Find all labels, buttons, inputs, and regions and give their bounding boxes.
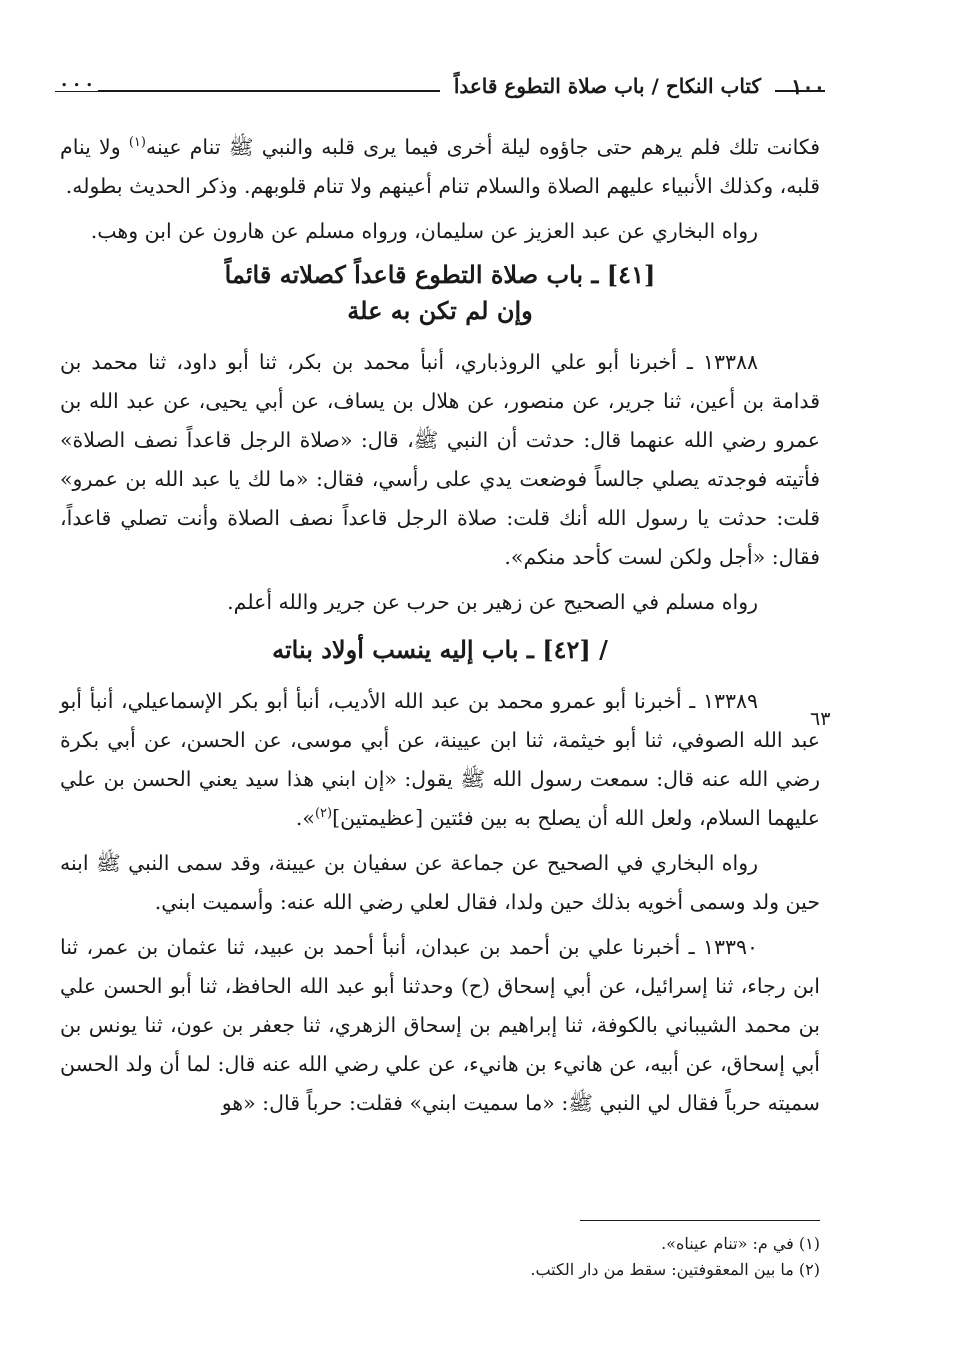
- running-header: [55, 70, 825, 110]
- paragraph-text: ١٣٣٨٩ ـ أخبرنا أبو عمرو محمد بن عبد الله الأديب، أنبأ أبو بكر الإسماعيلي، أنبأ أبو عبد الله الصوفي، ثنا أبو خيثمة، ثنا ابن عيينة، عن أبي موسى، عن الحسن، عن أبي بكرة رضي الله عنه قال: سمعت رسول الله ﷺ يقول: «إن ابني هذا سيد يعني الحسن بن علي عليهما السلام، ولعل الله أن يصلح به بين فئتين [عظيمتين]: [60, 689, 820, 830]
- footnote: (٢) ما بين المعقوفتين: سقط من دار الكتب.: [530, 1260, 820, 1279]
- running-title-ellipsis: . . .: [55, 70, 98, 91]
- chapter-heading-line: وإن لم تكن به علة: [347, 296, 533, 325]
- footnote-marker: (١): [128, 135, 146, 151]
- hadith-paragraph: ١٣٣٨٨ ـ أخبرنا أبو علي الروذباري، أنبأ محمد بن بكر، ثنا أبو داود، ثنا محمد بن قدامة بن أعين، ثنا جرير، عن منصور، عن هلال بن يساف، عن أبي يحيى، عن عبد الله بن عمرو رضي الله عنهما قال: حدثت أن النبي ﷺ، قال: «صلاة الرجل قاعداً نصف الصلاة» فأتيته فوجدته يصلي جالساً فوضعت يدي على رأسي، فقال: «ما لك يا عبد الله بن عمرو» قلت: حدثت يا رسول الله أنك قلت: صلاة الرجل قاعداً نصف الصلاة وأنت تصلي قاعداً، فقال: «أجل ولكن لست كأحد منكم».: [60, 350, 820, 569]
- page-number: ١٠٠: [791, 74, 825, 99]
- paragraph-text: فكانت تلك فلم يرهم حتى جاؤوه ليلة أخرى فيما يرى قلبه والنبي ﷺ تنام عينه: [145, 135, 820, 159]
- paragraph: رواه البخاري في الصحيح عن جماعة عن سفيان بن عيينة، وقد سمى النبي ﷺ ابنه حين ولد وسمى أخويه بذلك حين ولدا، فقال لعلي رضي الله عنه: وأسميت ابني.: [60, 851, 820, 914]
- footnotes: [60, 1220, 820, 1283]
- running-title: كتاب النكاح / باب صلاة التطوع قاعداً: [440, 74, 775, 98]
- chapter-heading-line: / [٤٢] ـ باب إليه ينسب أولاد بناته: [272, 635, 608, 664]
- paragraph-text: ».: [295, 806, 315, 830]
- hadith-paragraph: [60, 682, 820, 838]
- chapter-heading: [60, 257, 820, 329]
- footnote-marker: (٢): [314, 806, 333, 822]
- paragraph: رواه مسلم في الصحيح عن زهير بن حرب عن جرير والله أعلم.: [227, 590, 758, 614]
- footnote-rule: [580, 1220, 820, 1221]
- margin-page-reference: ٦٣: [810, 708, 831, 730]
- paragraph-text: ولا ينام قلبه، وكذلك الأنبياء عليهم الصلاة والسلام تنام أعينهم ولا تنام قلوبهم. وذكر الحديث بطوله.: [60, 135, 820, 198]
- main-text: [60, 128, 820, 1129]
- footnote: (١) في م: «تنام عيناه».: [661, 1234, 820, 1253]
- hadith-paragraph: ١٣٣٩٠ ـ أخبرنا علي بن أحمد بن عبدان، أنبأ أحمد بن عبيد، ثنا عثمان بن عمر، ثنا ابن رجاء، ثنا إسرائيل، عن أبي إسحاق (ح) وحدثنا أبو عبد الله الحافظ، ثنا أبو الحسن علي بن محمد الشيباني بالكوفة، ثنا إبراهيم بن إسحاق الزهري، ثنا جعفر بن عون، ثنا يونس بن أبي إسحاق، عن أبيه، عن هانيء بن هانيء، عن علي رضي الله عنه قال: لما أن ولد الحسن سميته حرباً فقال لي النبي ﷺ: «ما سميت ابني» فقلت: حرباً قال: «هو: [60, 935, 820, 1115]
- chapter-heading: [60, 632, 820, 668]
- chapter-heading-line: [٤١] ـ باب صلاة التطوع قاعداً كصلاته قائماً: [224, 260, 656, 289]
- paragraph: رواه البخاري عن عبد العزيز عن سليمان، ورواه مسلم عن هارون عن ابن وهب.: [90, 219, 758, 243]
- paragraph: [60, 128, 820, 206]
